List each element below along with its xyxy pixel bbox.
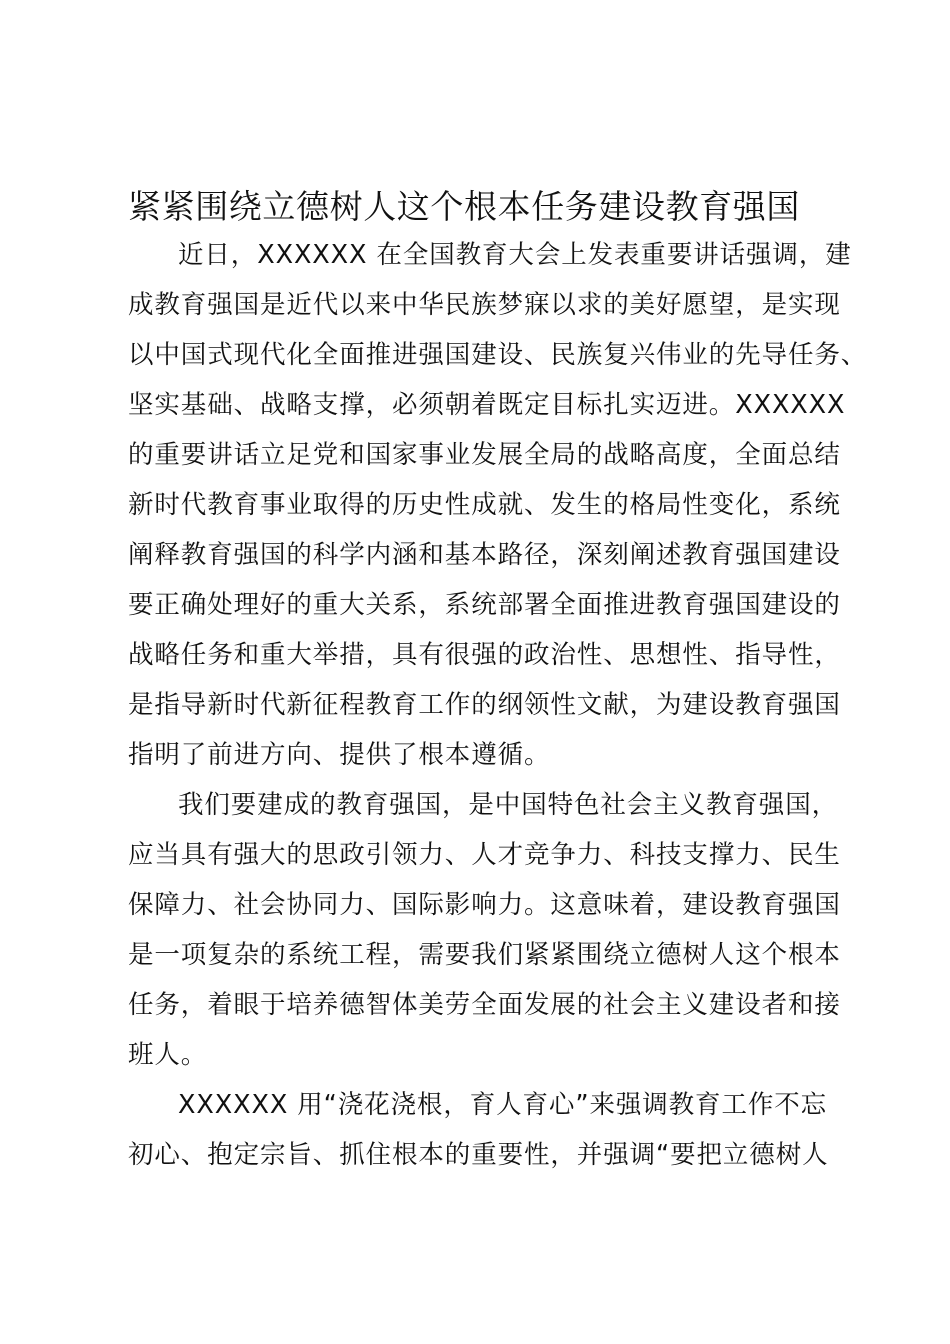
paragraph-1-line-1: 近日，XXXXXX 在全国教育大会上发表重要讲话强调，建 (178, 240, 852, 270)
paragraph-2-line-4: 是一项复杂的系统工程，需要我们紧紧围绕立德树人这个根本 (128, 940, 841, 970)
paragraph-1-line-6: 新时代教育事业取得的历史性成就、发生的格局性变化，系统 (128, 490, 841, 520)
paragraph-2-line-2: 应当具有强大的思政引领力、人才竞争力、科技支撑力、民生 (128, 840, 841, 870)
paragraph-1-line-2: 成教育强国是近代以来中华民族梦寐以求的美好愿望，是实现 (128, 290, 841, 320)
paragraph-1-line-7: 阐释教育强国的科学内涵和基本路径，深刻阐述教育强国建设 (128, 540, 841, 570)
paragraph-1-line-4: 坚实基础、战略支撑，必须朝着既定目标扎实迈进。XXXXXX (128, 390, 846, 420)
paragraph-1-line-8: 要正确处理好的重大关系，系统部署全面推进教育强国建设的 (128, 590, 841, 620)
paragraph-1-line-11: 指明了前进方向、提供了根本遵循。 (128, 740, 551, 770)
paragraph-1-line-3: 以中国式现代化全面推进强国建设、民族复兴伟业的先导任务、 (128, 340, 868, 370)
document-title: 紧紧围绕立德树人这个根本任务建设教育强国 (128, 187, 800, 226)
paragraph-3-line-2: 初心、抱定宗旨、抓住根本的重要性，并强调“要把立德树人 (128, 1140, 829, 1170)
paragraph-2-line-5: 任务，着眼于培养德智体美劳全面发展的社会主义建设者和接 (128, 990, 841, 1020)
paragraph-2-line-1: 我们要建成的教育强国，是中国特色社会主义教育强国， (178, 790, 839, 820)
paragraph-3-line-1: XXXXXX 用“浇花浇根，育人育心”来强调教育工作不忘 (178, 1090, 828, 1120)
paragraph-1-line-5: 的重要讲话立足党和国家事业发展全局的战略高度，全面总结 (128, 440, 841, 470)
paragraph-1-line-10: 是指导新时代新征程教育工作的纲领性文献，为建设教育强国 (128, 690, 841, 720)
paragraph-1-line-9: 战略任务和重大举措，具有很强的政治性、思想性、指导性， (128, 640, 841, 670)
paragraph-2-line-6: 班人。 (128, 1040, 208, 1070)
paragraph-2-line-3: 保障力、社会协同力、国际影响力。这意味着，建设教育强国 (128, 890, 841, 920)
